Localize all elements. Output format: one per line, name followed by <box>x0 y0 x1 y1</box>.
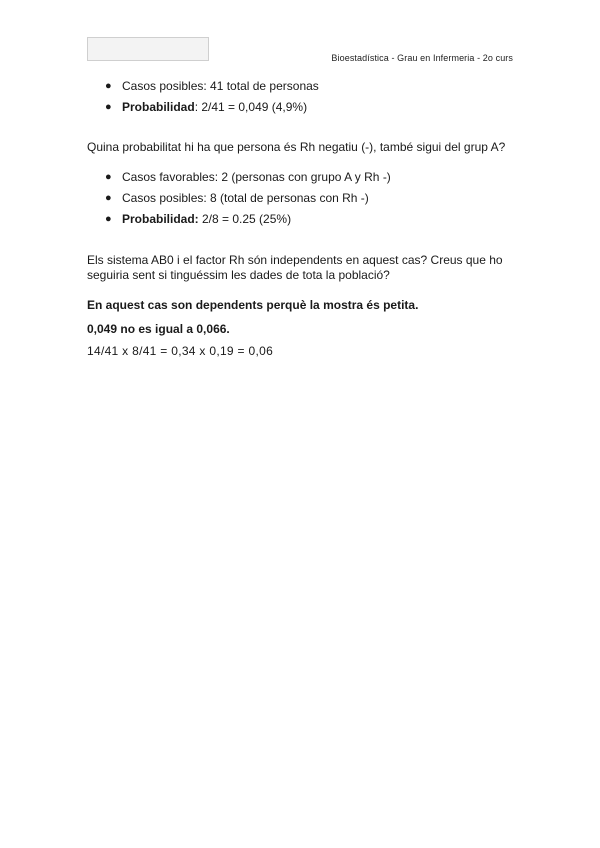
bullet-icon: ● <box>105 213 112 225</box>
header-course-text: Bioestadística - Grau en Infermeria - 2o curs <box>331 53 513 63</box>
bullet-icon: ● <box>105 101 112 113</box>
list-item <box>87 79 517 100</box>
list-item <box>87 170 517 191</box>
bullet-icon: ● <box>105 192 112 204</box>
question-paragraph: Els sistema AB0 i el factor Rh són independents en aquest cas? Creus que ho seguiria sent si tinguéssim les dades de tota la població? <box>87 253 503 282</box>
answer-line: 0,049 no es igual a 0,066. <box>87 322 230 336</box>
question-paragraph: Quina probabilitat hi ha que persona és Rh negatiu (-), també sigui del grup A? <box>87 140 506 154</box>
list-item <box>87 191 517 212</box>
bullet-icon: ● <box>105 80 112 92</box>
list-item-value: : 2/41 = 0,049 (4,9%) <box>194 100 308 114</box>
list-item-value: 2/8 = 0.25 (25%) <box>198 212 292 226</box>
block2-list <box>87 170 517 233</box>
document-content <box>87 76 517 359</box>
block1-list <box>87 79 517 121</box>
list-item-text: Casos posibles: 8 (total de personas con Rh -) <box>122 191 369 205</box>
list-item-text: Casos posibles: 41 total de personas <box>122 79 319 93</box>
list-item <box>87 212 517 233</box>
answer-line: En aquest cas son dependents perquè la mostra és petita. <box>87 298 419 312</box>
list-item-label: Probabilidad: <box>122 212 199 226</box>
list-item-label: Probabilidad <box>122 100 195 114</box>
header-logo-placeholder <box>87 37 209 61</box>
list-item <box>87 100 517 121</box>
list-item-text: Casos favorables: 2 (personas con grupo A y Rh -) <box>122 170 391 184</box>
bullet-icon: ● <box>105 171 112 183</box>
calculation-line: 14/41 x 8/41 = 0,34 x 0,19 = 0,06 <box>87 344 274 358</box>
